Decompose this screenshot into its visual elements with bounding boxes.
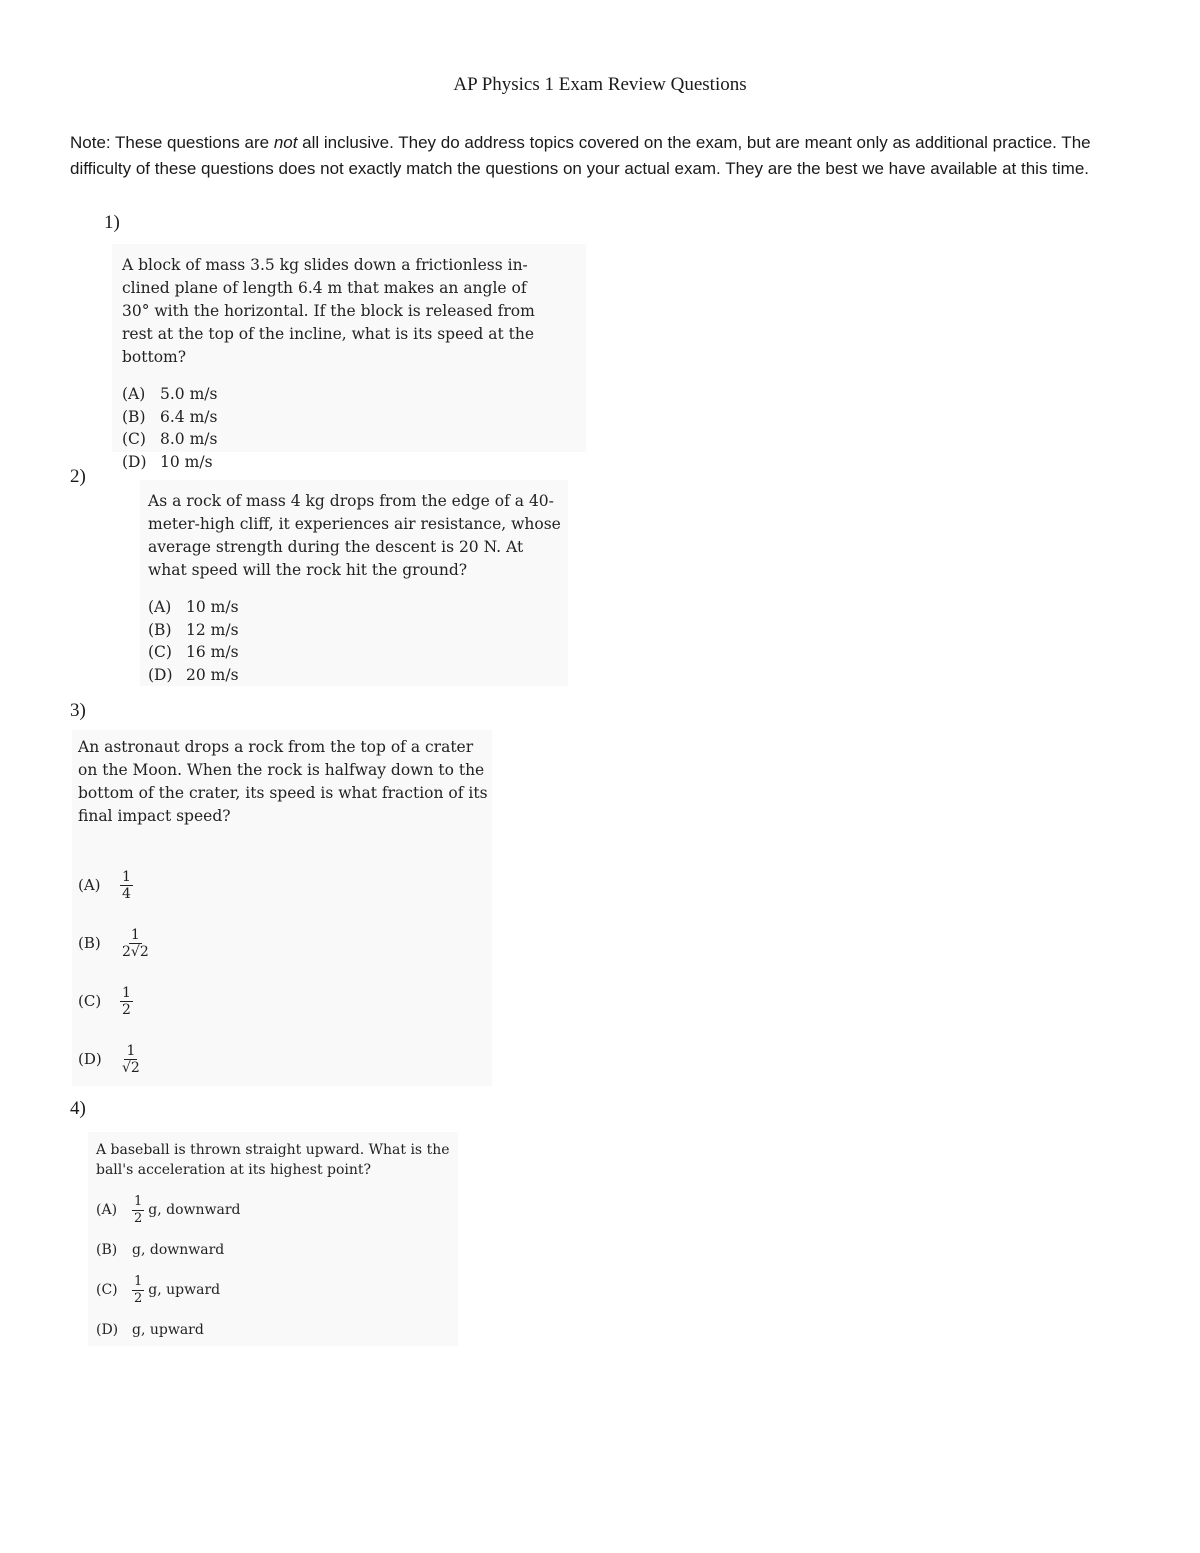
note-emphasis: not (273, 133, 298, 152)
option-letter: (A) (96, 1202, 118, 1218)
answer-options (148, 596, 568, 686)
option-text: g, upward (148, 1282, 221, 1298)
fraction-denominator: 2 (134, 1210, 143, 1226)
question-number: 1) (104, 212, 120, 233)
option-letter: (C) (148, 643, 172, 661)
option-letter: (D) (78, 1050, 102, 1068)
fraction-numerator: 1 (122, 984, 131, 1001)
answer-option[interactable] (122, 383, 586, 406)
fraction-denominator: 2 (122, 1001, 131, 1018)
option-text: 10 m/s (186, 598, 239, 616)
option-text: g, upward (132, 1322, 204, 1338)
answer-option[interactable] (78, 972, 492, 1030)
fraction (120, 869, 133, 902)
option-letter: (B) (96, 1242, 118, 1258)
answer-option[interactable] (78, 914, 492, 972)
question-number: 2) (70, 466, 86, 487)
question-stem: A block of mass 3.5 kg slides down a frictionless in-clined plane of length 6.4 m that makes an angle of 30° with the horizontal. If the block is released from rest at the top of the incline, what is its speed at the bottom? (122, 256, 535, 366)
option-text: 10 m/s (160, 452, 213, 471)
fraction-numerator: 1 (134, 1193, 143, 1209)
fraction-numerator: 1 (130, 926, 140, 943)
option-letter: (D) (96, 1322, 119, 1338)
option-text: 5.0 m/s (160, 385, 218, 403)
fraction (120, 1043, 142, 1076)
answer-option[interactable] (96, 1310, 458, 1350)
fraction (132, 1274, 144, 1307)
option-letter: (A) (78, 876, 101, 894)
question-2-box (140, 480, 568, 686)
answer-option[interactable] (122, 406, 586, 429)
option-text: 16 m/s (186, 643, 239, 661)
option-letter: (A) (122, 385, 146, 403)
option-letter: (C) (122, 430, 146, 448)
question-stem: As a rock of mass 4 kg drops from the edge of a 40-meter-high cliff, it experiences air resistance, whose average strength during the descent is 20 N. At what speed will the rock hit the ground? (148, 492, 561, 579)
answer-option[interactable] (122, 451, 586, 474)
option-text: 12 m/s (186, 620, 239, 639)
question-number: 3) (70, 700, 86, 721)
answer-option[interactable] (148, 596, 568, 619)
fraction-numerator: 1 (122, 868, 131, 885)
note-prefix: Note: These questions are (70, 133, 274, 152)
answer-options (78, 856, 492, 1088)
answer-option[interactable] (96, 1270, 458, 1310)
fraction-denominator: 4 (122, 885, 131, 902)
page-title: AP Physics 1 Exam Review Questions (453, 74, 747, 95)
option-letter: (C) (96, 1282, 118, 1298)
fraction (120, 927, 151, 960)
fraction (132, 1194, 144, 1227)
answer-option[interactable] (78, 1030, 492, 1088)
fraction-numerator: 1 (134, 1273, 143, 1289)
option-text: 6.4 m/s (160, 407, 218, 426)
answer-options (96, 1190, 458, 1350)
fraction-numerator: 1 (126, 1042, 136, 1059)
answer-option[interactable] (148, 664, 568, 687)
answer-option[interactable] (148, 619, 568, 642)
question-stem: A baseball is thrown straight upward. What is the ball's acceleration at its highest point? (96, 1142, 450, 1178)
fraction (120, 985, 133, 1018)
option-letter: (D) (122, 452, 147, 471)
note-paragraph (70, 130, 1150, 182)
option-text: g, downward (148, 1202, 241, 1218)
fraction-denominator: √2 (122, 1059, 140, 1076)
answer-option[interactable] (78, 856, 492, 914)
option-letter: (C) (78, 992, 102, 1010)
question-number: 4) (70, 1098, 86, 1119)
answer-options (122, 383, 586, 473)
option-text: 8.0 m/s (160, 430, 218, 448)
note-suffix: all inclusive. They do address topics covered on the exam, but are meant only as additional practice. The difficulty of these questions does not exactly match the questions on your actual exam. They are the best we have available at this time. (70, 133, 1091, 178)
answer-option[interactable] (148, 641, 568, 664)
option-letter: (D) (148, 665, 173, 684)
option-letter: (A) (148, 598, 172, 616)
question-stem: An astronaut drops a rock from the top of a crater on the Moon. When the rock is halfway down to the bottom of the crater, its speed is what fraction of its final impact speed? (78, 738, 488, 825)
answer-option[interactable] (96, 1190, 458, 1230)
question-1-box (112, 244, 586, 471)
answer-option[interactable] (122, 428, 586, 451)
option-letter: (B) (78, 934, 101, 952)
option-letter: (B) (122, 407, 146, 426)
question-4-box (88, 1132, 458, 1346)
option-text: 20 m/s (186, 665, 239, 684)
option-letter: (B) (148, 620, 172, 639)
question-3-box (72, 730, 492, 1086)
option-text: g, downward (132, 1242, 225, 1258)
fraction-denominator: 2 (134, 1290, 143, 1306)
fraction-denominator: 2√2 (122, 943, 149, 960)
answer-option[interactable] (96, 1230, 458, 1270)
